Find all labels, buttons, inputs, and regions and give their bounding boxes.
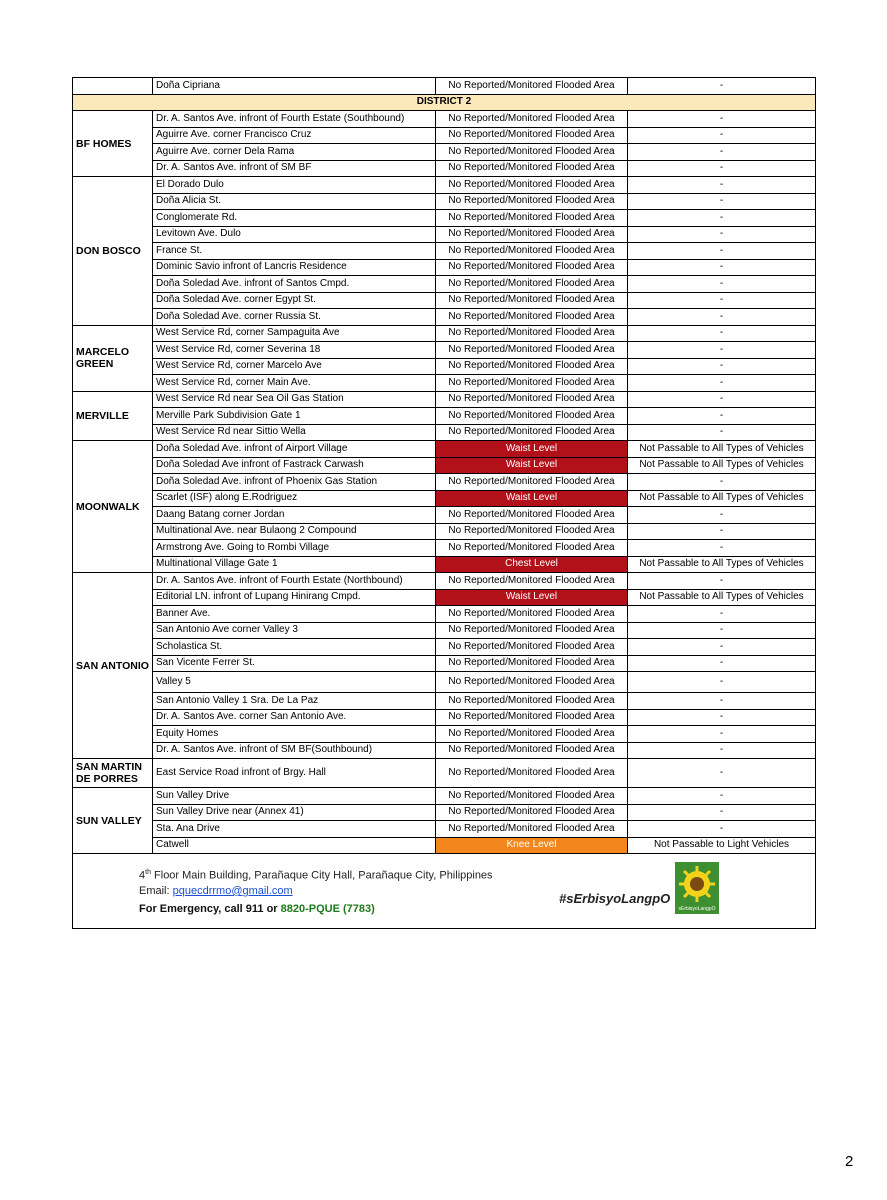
location-cell: El Dorado Dulo <box>153 177 436 194</box>
table-row <box>73 639 816 656</box>
status-cell: No Reported/Monitored Flooded Area <box>436 573 628 590</box>
status-cell: No Reported/Monitored Flooded Area <box>436 474 628 491</box>
logo-text: sErbisyoLangpO <box>678 906 716 912</box>
remark-cell: - <box>628 540 816 557</box>
location-cell: Editorial LN. infront of Lupang Hinirang Cmpd. <box>153 589 436 606</box>
remark-cell: - <box>628 804 816 821</box>
barangay-cell: MOONWALK <box>73 441 153 573</box>
footer <box>73 854 815 928</box>
table-row <box>73 672 816 693</box>
location-cell: Conglomerate Rd. <box>153 210 436 227</box>
location-cell: Doña Soledad Ave. infront of Airport Village <box>153 441 436 458</box>
page-number: 2 <box>845 1153 854 1170</box>
remark-cell: - <box>628 78 816 95</box>
status-cell: No Reported/Monitored Flooded Area <box>436 742 628 759</box>
email-label: Email: <box>139 885 173 897</box>
status-cell: No Reported/Monitored Flooded Area <box>436 177 628 194</box>
status-cell: No Reported/Monitored Flooded Area <box>436 672 628 693</box>
status-cell: Waist Level <box>436 457 628 474</box>
hashtag: #sErbisyoLangpO <box>559 891 671 906</box>
table-row <box>73 507 816 524</box>
barangay-cell: SAN ANTONIO <box>73 573 153 759</box>
table-row <box>73 259 816 276</box>
table-row <box>73 573 816 590</box>
table-row <box>73 127 816 144</box>
status-cell: No Reported/Monitored Flooded Area <box>436 424 628 441</box>
location-cell: West Service Rd near Sittio Wella <box>153 424 436 441</box>
status-cell: No Reported/Monitored Flooded Area <box>436 622 628 639</box>
remark-cell: - <box>628 622 816 639</box>
table-row <box>73 424 816 441</box>
location-cell: Valley 5 <box>153 672 436 693</box>
status-cell: No Reported/Monitored Flooded Area <box>436 292 628 309</box>
location-cell: West Service Rd, corner Sampaguita Ave <box>153 325 436 342</box>
table-row <box>73 408 816 425</box>
status-cell: No Reported/Monitored Flooded Area <box>436 391 628 408</box>
status-cell: No Reported/Monitored Flooded Area <box>436 639 628 656</box>
status-cell: No Reported/Monitored Flooded Area <box>436 709 628 726</box>
remark-cell: - <box>628 821 816 838</box>
table-row <box>73 193 816 210</box>
sunflower-logo-icon <box>675 862 719 914</box>
email-line <box>139 884 293 898</box>
location-cell: Banner Ave. <box>153 606 436 623</box>
location-cell: East Service Road infront of Brgy. Hall <box>153 759 436 788</box>
barangay-cell: MARCELO GREEN <box>73 325 153 391</box>
email-link[interactable]: pquecdrrmo@gmail.com <box>172 885 293 897</box>
table-row <box>73 709 816 726</box>
remark-cell: - <box>628 523 816 540</box>
location-cell: Merville Park Subdivision Gate 1 <box>153 408 436 425</box>
location-cell: West Service Rd near Sea Oil Gas Station <box>153 391 436 408</box>
status-cell: No Reported/Monitored Flooded Area <box>436 276 628 293</box>
status-cell: No Reported/Monitored Flooded Area <box>436 111 628 128</box>
location-cell: West Service Rd, corner Main Ave. <box>153 375 436 392</box>
table-row <box>73 693 816 710</box>
barangay-cell <box>73 78 153 95</box>
status-cell: No Reported/Monitored Flooded Area <box>436 243 628 260</box>
remark-cell: - <box>628 325 816 342</box>
address-sup: th <box>145 869 151 876</box>
remark-cell: - <box>628 606 816 623</box>
table-row <box>73 441 816 458</box>
status-cell: No Reported/Monitored Flooded Area <box>436 78 628 95</box>
status-cell: Chest Level <box>436 556 628 573</box>
remark-cell: - <box>628 292 816 309</box>
flood-status-table <box>72 77 816 929</box>
remark-cell: Not Passable to All Types of Vehicles <box>628 556 816 573</box>
remark-cell: - <box>628 391 816 408</box>
location-cell: Doña Soledad Ave. infront of Phoenix Gas Station <box>153 474 436 491</box>
status-cell: No Reported/Monitored Flooded Area <box>436 160 628 177</box>
status-cell: No Reported/Monitored Flooded Area <box>436 606 628 623</box>
table-row <box>73 655 816 672</box>
remark-cell: - <box>628 276 816 293</box>
emergency-label: For Emergency, call 911 or <box>139 903 281 915</box>
location-cell: Equity Homes <box>153 726 436 743</box>
status-cell: No Reported/Monitored Flooded Area <box>436 309 628 326</box>
location-cell: San Vicente Ferrer St. <box>153 655 436 672</box>
location-cell: Aguirre Ave. corner Francisco Cruz <box>153 127 436 144</box>
remark-cell: - <box>628 709 816 726</box>
status-cell: No Reported/Monitored Flooded Area <box>436 144 628 161</box>
status-cell: Waist Level <box>436 589 628 606</box>
barangay-cell: SUN VALLEY <box>73 788 153 854</box>
remark-cell: - <box>628 210 816 227</box>
status-cell: No Reported/Monitored Flooded Area <box>436 325 628 342</box>
remark-cell: Not Passable to All Types of Vehicles <box>628 457 816 474</box>
table-row <box>73 804 816 821</box>
remark-cell: - <box>628 408 816 425</box>
table-row <box>73 474 816 491</box>
remark-cell: - <box>628 788 816 805</box>
location-cell: France St. <box>153 243 436 260</box>
remark-cell: - <box>628 424 816 441</box>
table-row <box>73 606 816 623</box>
status-cell: No Reported/Monitored Flooded Area <box>436 804 628 821</box>
table-row <box>73 276 816 293</box>
status-cell: No Reported/Monitored Flooded Area <box>436 358 628 375</box>
status-cell: No Reported/Monitored Flooded Area <box>436 788 628 805</box>
table-row <box>73 325 816 342</box>
remark-cell: - <box>628 144 816 161</box>
table-row <box>73 788 816 805</box>
remark-cell: - <box>628 193 816 210</box>
status-cell: No Reported/Monitored Flooded Area <box>436 375 628 392</box>
status-cell: No Reported/Monitored Flooded Area <box>436 540 628 557</box>
location-cell: Levitown Ave. Dulo <box>153 226 436 243</box>
remark-cell: - <box>628 111 816 128</box>
location-cell: Catwell <box>153 837 436 854</box>
remark-cell: - <box>628 672 816 693</box>
location-cell: Doña Alicia St. <box>153 193 436 210</box>
location-cell: Multinational Village Gate 1 <box>153 556 436 573</box>
remark-cell: - <box>628 259 816 276</box>
location-cell: Doña Soledad Ave. infront of Santos Cmpd. <box>153 276 436 293</box>
location-cell: Doña Soledad Ave infront of Fastrack Carwash <box>153 457 436 474</box>
table-row <box>73 726 816 743</box>
barangay-cell: DON BOSCO <box>73 177 153 326</box>
office-address <box>139 866 493 883</box>
address-text: Floor Main Building, Parañaque City Hall, Parañaque City, Philippines <box>150 869 493 882</box>
status-cell: No Reported/Monitored Flooded Area <box>436 523 628 540</box>
table-row <box>73 391 816 408</box>
district-label: DISTRICT 2 <box>73 94 816 111</box>
status-cell: No Reported/Monitored Flooded Area <box>436 226 628 243</box>
remark-cell: - <box>628 474 816 491</box>
table-row <box>73 742 816 759</box>
barangay-cell: MERVILLE <box>73 391 153 441</box>
remark-cell: - <box>628 358 816 375</box>
location-cell: Multinational Ave. near Bulaong 2 Compound <box>153 523 436 540</box>
emergency-number: 8820-PQUE (7783) <box>280 903 375 915</box>
status-cell: No Reported/Monitored Flooded Area <box>436 655 628 672</box>
status-cell: No Reported/Monitored Flooded Area <box>436 210 628 227</box>
status-cell: No Reported/Monitored Flooded Area <box>436 259 628 276</box>
status-cell: No Reported/Monitored Flooded Area <box>436 693 628 710</box>
remark-cell: - <box>628 655 816 672</box>
remark-cell: - <box>628 127 816 144</box>
location-cell: Sun Valley Drive near (Annex 41) <box>153 804 436 821</box>
table-row <box>73 759 816 788</box>
remark-cell: - <box>628 693 816 710</box>
location-cell: Sun Valley Drive <box>153 788 436 805</box>
table-row <box>73 490 816 507</box>
location-cell: San Antonio Valley 1 Sra. De La Paz <box>153 693 436 710</box>
location-cell: Dominic Savio infront of Lancris Residence <box>153 259 436 276</box>
location-cell: Scholastica St. <box>153 639 436 656</box>
status-cell: No Reported/Monitored Flooded Area <box>436 342 628 359</box>
table-row <box>73 821 816 838</box>
address-floor: 4 <box>139 869 146 882</box>
remark-cell: - <box>628 342 816 359</box>
status-cell: Waist Level <box>436 490 628 507</box>
status-cell: No Reported/Monitored Flooded Area <box>436 759 628 788</box>
table-row <box>73 837 816 854</box>
table-row <box>73 342 816 359</box>
remark-cell: - <box>628 243 816 260</box>
location-cell: Doña Soledad Ave. corner Russia St. <box>153 309 436 326</box>
table-row <box>73 292 816 309</box>
status-cell: No Reported/Monitored Flooded Area <box>436 821 628 838</box>
location-cell: Doña Cipriana <box>153 78 436 95</box>
table-row <box>73 226 816 243</box>
table-row <box>73 457 816 474</box>
table-row <box>73 177 816 194</box>
remark-cell: - <box>628 226 816 243</box>
barangay-cell: SAN MARTIN DE PORRES <box>73 759 153 788</box>
remark-cell: - <box>628 573 816 590</box>
table-row <box>73 523 816 540</box>
remark-cell: - <box>628 177 816 194</box>
location-cell: Armstrong Ave. Going to Rombi Village <box>153 540 436 557</box>
emergency-line <box>139 902 375 916</box>
remark-cell: - <box>628 726 816 743</box>
location-cell: Scarlet (ISF) along E.Rodriguez <box>153 490 436 507</box>
remark-cell: Not Passable to All Types of Vehicles <box>628 441 816 458</box>
location-cell: Dr. A. Santos Ave. infront of Fourth Estate (Southbound) <box>153 111 436 128</box>
table-row <box>73 589 816 606</box>
location-cell: Sta. Ana Drive <box>153 821 436 838</box>
remark-cell: - <box>628 507 816 524</box>
location-cell: Aguirre Ave. corner Dela Rama <box>153 144 436 161</box>
status-cell: No Reported/Monitored Flooded Area <box>436 507 628 524</box>
location-cell: San Antonio Ave corner Valley 3 <box>153 622 436 639</box>
table-row <box>73 540 816 557</box>
table-row <box>73 144 816 161</box>
remark-cell: Not Passable to All Types of Vehicles <box>628 589 816 606</box>
location-cell: Dr. A. Santos Ave. infront of Fourth Estate (Northbound) <box>153 573 436 590</box>
table-row <box>73 210 816 227</box>
status-cell: No Reported/Monitored Flooded Area <box>436 127 628 144</box>
status-cell: No Reported/Monitored Flooded Area <box>436 193 628 210</box>
table-row <box>73 160 816 177</box>
status-cell: Knee Level <box>436 837 628 854</box>
location-cell: Dr. A. Santos Ave. infront of SM BF <box>153 160 436 177</box>
remark-cell: - <box>628 742 816 759</box>
table-row <box>73 111 816 128</box>
table-row <box>73 622 816 639</box>
footer-cell <box>73 854 816 929</box>
location-cell: West Service Rd, corner Severina 18 <box>153 342 436 359</box>
location-cell: Daang Batang corner Jordan <box>153 507 436 524</box>
table-row <box>73 375 816 392</box>
drrmo-logo <box>675 862 719 914</box>
table-row <box>73 243 816 260</box>
status-cell: No Reported/Monitored Flooded Area <box>436 726 628 743</box>
location-cell: Dr. A. Santos Ave. infront of SM BF(Southbound) <box>153 742 436 759</box>
table-row <box>73 358 816 375</box>
remark-cell: - <box>628 309 816 326</box>
remark-cell: - <box>628 375 816 392</box>
district-header-row <box>73 94 816 111</box>
barangay-cell: BF HOMES <box>73 111 153 177</box>
remark-cell: Not Passable to All Types of Vehicles <box>628 490 816 507</box>
table-row <box>73 309 816 326</box>
remark-cell: - <box>628 639 816 656</box>
location-cell: Doña Soledad Ave. corner Egypt St. <box>153 292 436 309</box>
table-row <box>73 78 816 95</box>
remark-cell: Not Passable to Light Vehicles <box>628 837 816 854</box>
remark-cell: - <box>628 160 816 177</box>
location-cell: West Service Rd, corner Marcelo Ave <box>153 358 436 375</box>
table-row <box>73 556 816 573</box>
status-cell: Waist Level <box>436 441 628 458</box>
location-cell: Dr. A. Santos Ave. corner San Antonio Ave. <box>153 709 436 726</box>
status-cell: No Reported/Monitored Flooded Area <box>436 408 628 425</box>
footer-row <box>73 854 816 929</box>
remark-cell: - <box>628 759 816 788</box>
